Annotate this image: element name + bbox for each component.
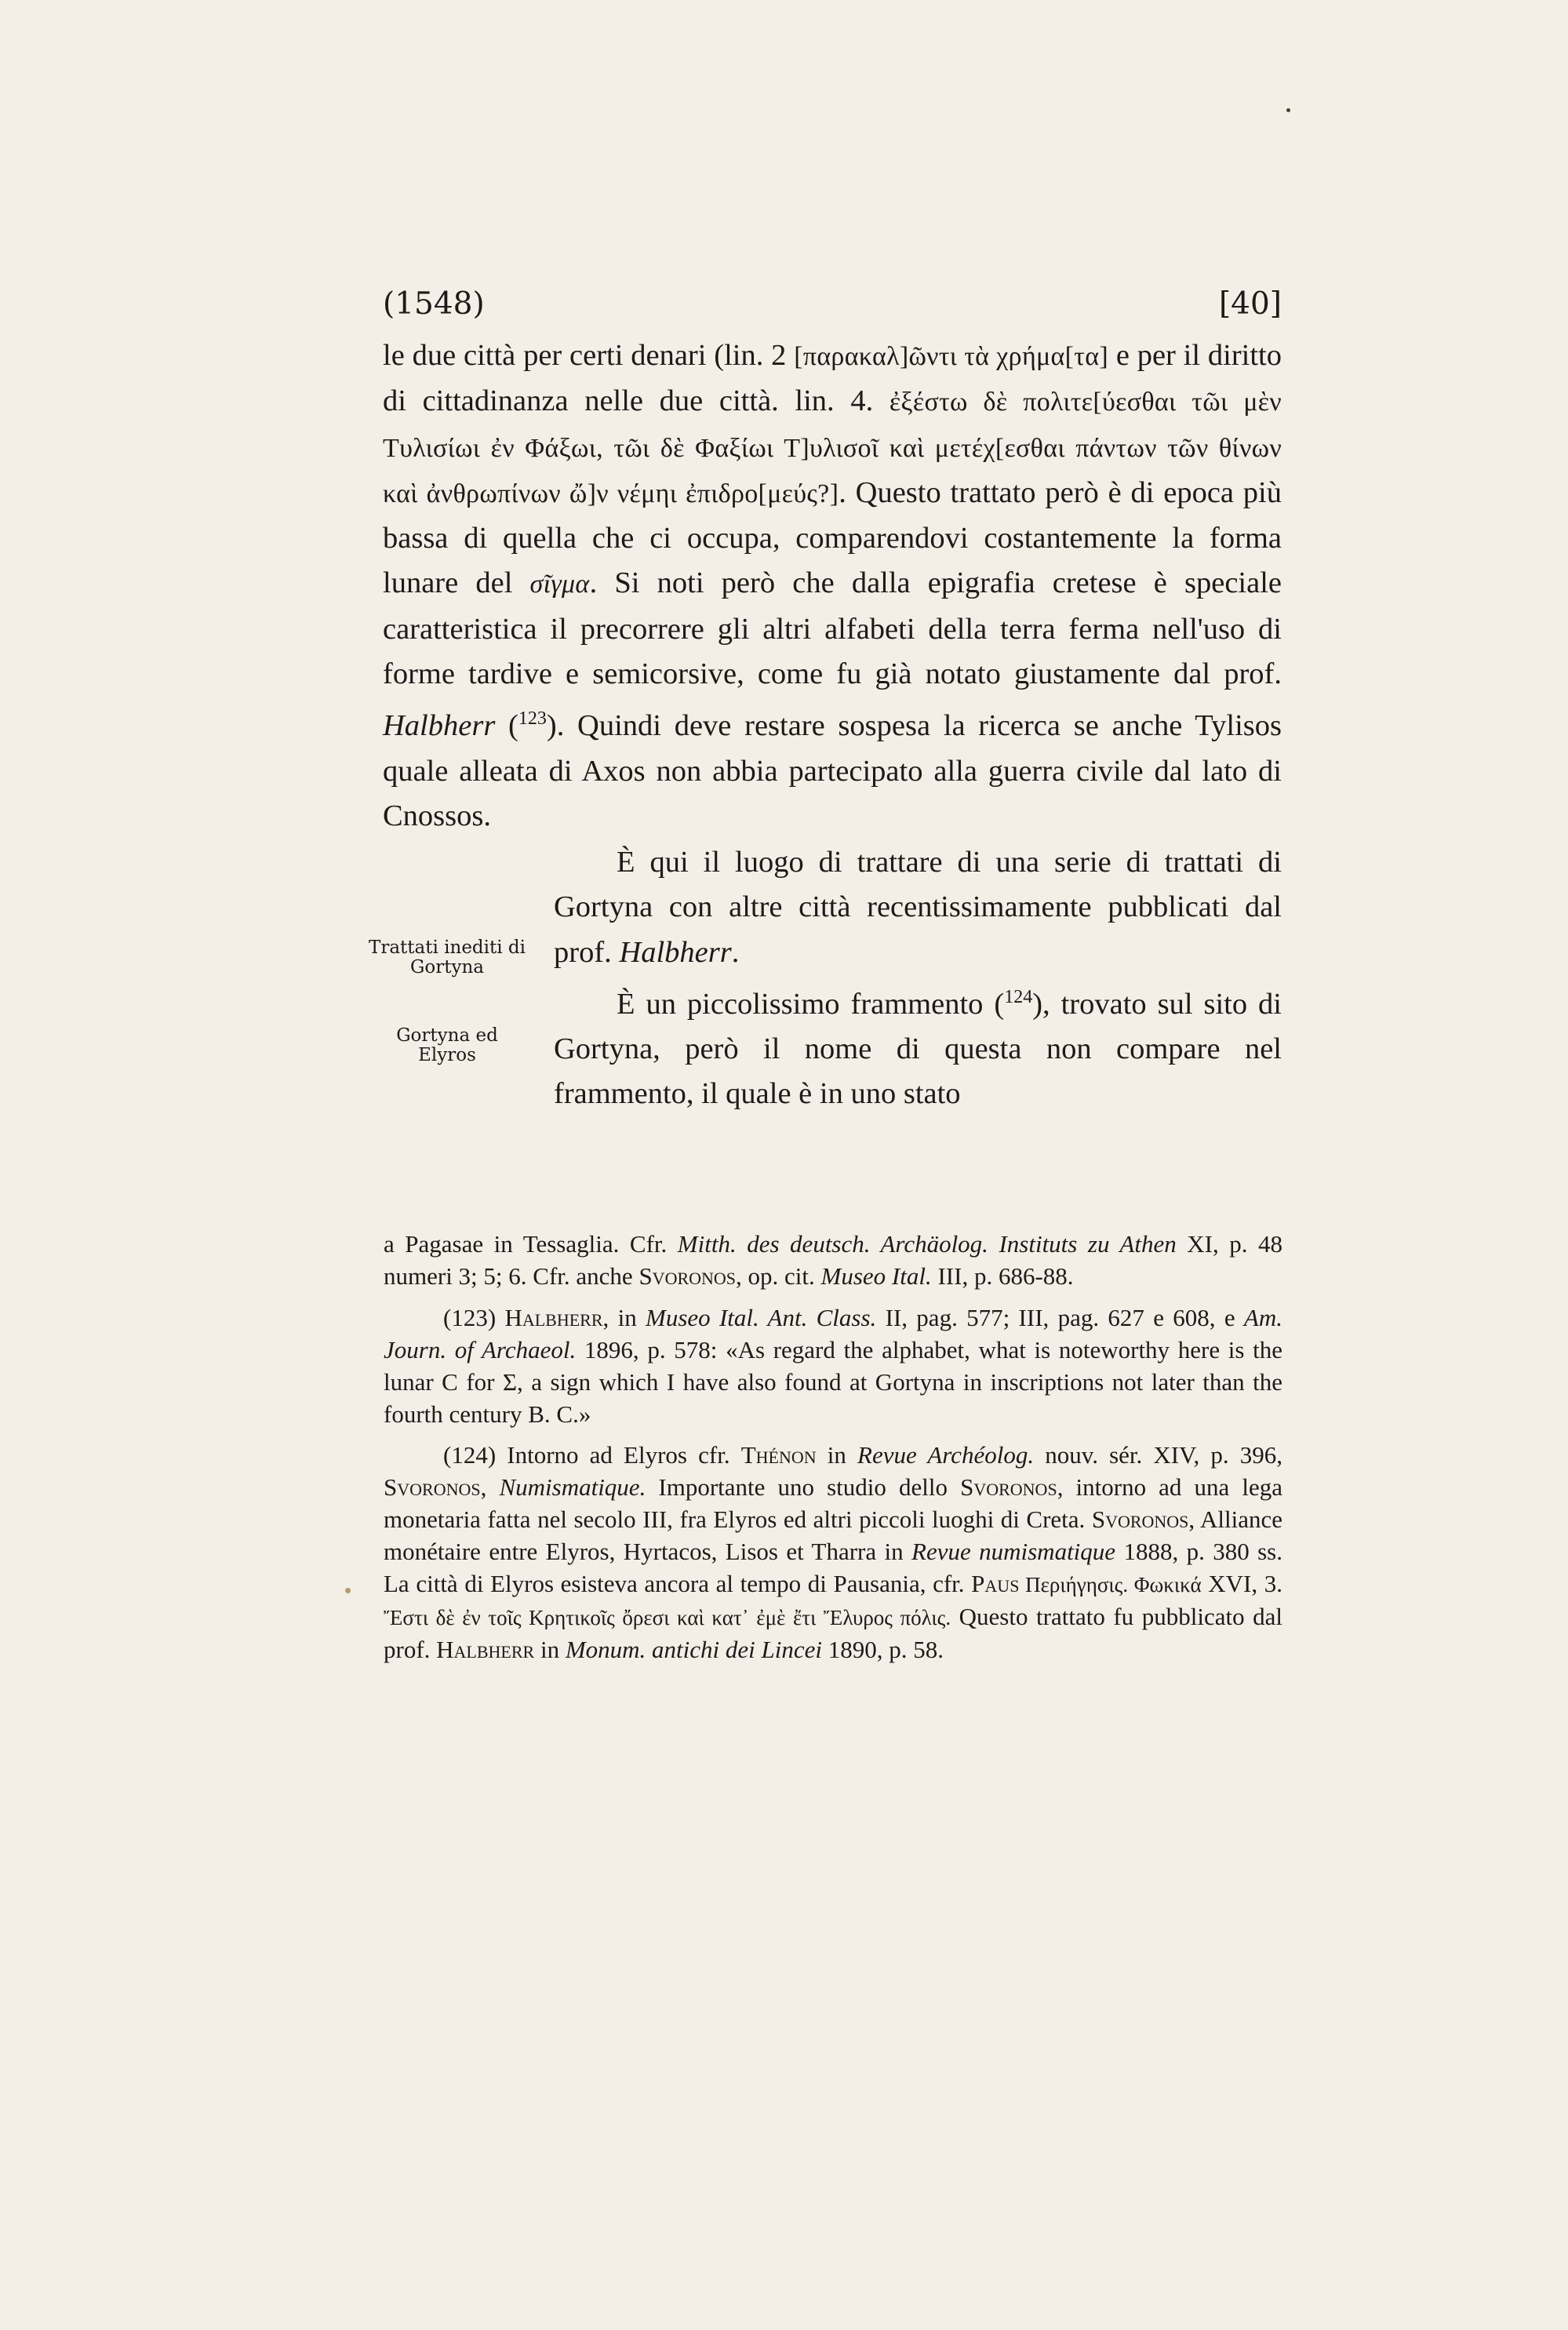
margin-note-trattati: Trattati inediti di Gortyna xyxy=(369,937,526,978)
page-number-bracketed: [40] xyxy=(1218,286,1282,322)
footnote-124: (124) Intorno ad Elyros cfr. Thénon in Revue Archéolog. nouv. sér. XIV, p. 396, Svoronos, Numismatique. Importante uno studio dello Svoronos, intorno ad una lega monetaria fatta nel secolo III, fra Elyros ed altri piccoli luoghi di Creta. Svoronos, Alliance monétaire entre Elyros, Hyrtacos, Lisos et Tharra in Revue numismatique 1888, p. 380 ss. La città di Elyros esisteva ancora al tempo di Pausania, cfr. Paus Περιήγησις. Φωκικά XVI, 3. Ἔστι δὲ ἐν τοῖς Κρητικοῖς ὄρεσι καὶ κατ᾽ ἐμὲ ἔτι Ἔλυρος πόλις. Questo trattato fu pubblicato dal prof. Halbherr in Monum. antichi dei Lincei 1890, p. 58. xyxy=(384,1441,1283,1663)
footnote-continuation: a Pagasae in Tessaglia. Cfr. Mitth. des deutsch. Archäolog. Instituts zu Athen XI, p. 48 numeri 3; 5; 6. Cfr. anche Svoronos, op. cit. Museo Ital. III, p. 686-88. xyxy=(384,1230,1282,1290)
paragraph-1: le due città per certi denari (lin. 2 [παρακαλ]ῶντι τὰ χρήμα[τα] e per il diritto di cittadinanza nelle due città. lin. 4. ἐξέστω δὲ πολιτε[ύεσθαι τῶι μὲν Τυλισίωι ἐν Φάξωι, τῶι δὲ Φαξίωι Τ]υλισοῖ καὶ μετέχ[εσθαι πάντων τῶν θίνων καὶ ἀνθρωπίνων ὤ]ν νέμηι ἐπιδρο[μεύς?]. Questo trattato però è di epoca più bassa di quella che ci occupa, comparendovi costantemente la forma lunare del σῖγμα. Si noti però che dalla epigrafia cretese è speciale caratteristica il precorrere gli altri alfabeti della terra ferma nell'uso di forme tardive e semicorsive, come fu già notato giustamente dal prof. Halbherr ($^{123}$). Quindi deve restare sospesa la ricerca se anche Tylisos quale alleata di Axos non abbia partecipato alla guerra civile dal lato di Cnossos. xyxy=(383,339,1282,832)
greek-quote: [παρακαλ]ῶντι τὰ χρήμα[τα] xyxy=(794,342,1108,371)
footnote-ref: 123 xyxy=(518,708,547,730)
greek-quote: ἐξέστω δὲ πολιτε[ύεσθαι τῶι μὲν Τυλισίωι ἐν Φάξωι, τῶι δὲ Φαξίωι Τ]υλισοῖ καὶ μετέχ[εσθαι πάντων τῶν θίνων καὶ ἀνθρωπίνων ὤ]ν νέμηι ἐπιδρο[μεύς?] xyxy=(383,388,1282,508)
paragraph-2: È qui il luogo di trattare di una serie di trattati di Gortyna con altre città recentissimamente pubblicati dal prof. Halbherr. xyxy=(554,846,1282,969)
margin-note-gortyna-elyros: Gortyna ed Elyros xyxy=(396,1025,498,1065)
paper-speck xyxy=(345,1588,351,1593)
footnotes xyxy=(384,1229,1282,1666)
greek-quote: Ἔστι δὲ ἐν τοῖς Κρητικοῖς ὄρεσι καὶ κατ᾽ ἐμὲ ἔτι Ἔλυρος πόλις. xyxy=(384,1605,951,1629)
author-name: Halbherr xyxy=(383,709,496,743)
footnote-123: (123) Halbherr, in Museo Ital. Ant. Class. II, pag. 577; III, pag. 627 e 608, e Am. Journ. of Archaeol. 1896, p. 578: «As regard the alphabet, what is noteworthy here is the lunar C for Σ, a sign which I have also found at Gortyna in inscriptions not later than the fourth century B. C.» xyxy=(384,1303,1282,1428)
paper-speck xyxy=(1286,108,1290,112)
author-name: Halbherr xyxy=(619,935,732,969)
greek-title: Περιήγησις. Φωκικά xyxy=(1019,1573,1202,1597)
main-text xyxy=(383,333,1282,1117)
page-number-parenthesized: (1548) xyxy=(383,286,485,322)
footnote-ref: 124 xyxy=(1004,986,1033,1007)
greek-word: σῖγμα xyxy=(529,570,590,599)
paragraph-3: È un piccolissimo frammento ($^{124}$), trovato sul sito di Gortyna, però il nome di questa non compare nel frammento, il quale è in uno stato xyxy=(554,986,1282,1111)
